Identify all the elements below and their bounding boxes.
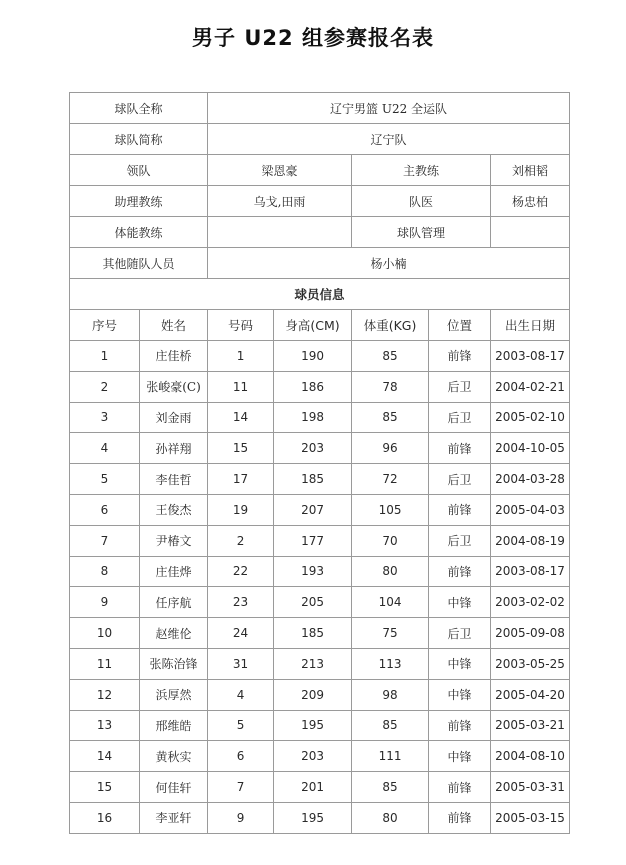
- player-weight: 85: [352, 710, 429, 741]
- player-birth-date: 2004-08-19: [491, 525, 570, 556]
- player-index: 13: [70, 710, 140, 741]
- player-height: 177: [274, 525, 352, 556]
- table-row: [70, 772, 570, 803]
- player-weight: 80: [352, 556, 429, 587]
- player-weight: 96: [352, 433, 429, 464]
- player-index: 7: [70, 525, 140, 556]
- player-number: 17: [208, 464, 274, 495]
- player-weight: 113: [352, 648, 429, 679]
- player-weight: 70: [352, 525, 429, 556]
- player-weight: 75: [352, 618, 429, 649]
- player-birth-date: 2004-10-05: [491, 433, 570, 464]
- player-name: 张陈治锋: [140, 648, 208, 679]
- player-height: 193: [274, 556, 352, 587]
- player-weight: 111: [352, 741, 429, 772]
- player-name: 何佳轩: [140, 772, 208, 803]
- player-height: 185: [274, 464, 352, 495]
- team-doctor-label: 队医: [352, 186, 491, 217]
- player-position: 后卫: [429, 525, 491, 556]
- player-birth-date: 2005-03-31: [491, 772, 570, 803]
- player-position: 前锋: [429, 341, 491, 372]
- leader-row: [70, 155, 570, 186]
- table-row: [70, 556, 570, 587]
- player-birth-date: 2005-03-21: [491, 710, 570, 741]
- player-name: 尹椿文: [140, 525, 208, 556]
- player-weight: 104: [352, 587, 429, 618]
- other-staff-value: 杨小楠: [208, 248, 570, 279]
- head-coach-label: 主教练: [352, 155, 491, 186]
- player-position: 中锋: [429, 587, 491, 618]
- player-position: 前锋: [429, 802, 491, 833]
- player-number: 4: [208, 679, 274, 710]
- player-name: 孙祥翔: [140, 433, 208, 464]
- player-height: 185: [274, 618, 352, 649]
- player-number: 6: [208, 741, 274, 772]
- player-name: 邢维皓: [140, 710, 208, 741]
- table-row: [70, 618, 570, 649]
- player-number: 23: [208, 587, 274, 618]
- player-index: 16: [70, 802, 140, 833]
- player-height: 201: [274, 772, 352, 803]
- table-row: [70, 402, 570, 433]
- player-name: 浜厚然: [140, 679, 208, 710]
- team-manager-value: [491, 217, 570, 248]
- leader-label: 领队: [70, 155, 208, 186]
- player-index: 8: [70, 556, 140, 587]
- player-weight: 98: [352, 679, 429, 710]
- players-header-row: [70, 310, 570, 341]
- assistant-row: [70, 186, 570, 217]
- player-name: 张峻豪(C): [140, 371, 208, 402]
- head-coach-value: 刘相韬: [491, 155, 570, 186]
- column-header: 姓名: [140, 310, 208, 341]
- player-number: 15: [208, 433, 274, 464]
- player-height: 198: [274, 402, 352, 433]
- player-birth-date: 2004-02-21: [491, 371, 570, 402]
- table-row: [70, 648, 570, 679]
- player-birth-date: 2005-09-08: [491, 618, 570, 649]
- player-number: 2: [208, 525, 274, 556]
- team-short-name-row: [70, 124, 570, 155]
- player-index: 10: [70, 618, 140, 649]
- fitness-row: [70, 217, 570, 248]
- player-birth-date: 2005-03-15: [491, 802, 570, 833]
- player-birth-date: 2004-03-28: [491, 464, 570, 495]
- other-staff-label: 其他随队人员: [70, 248, 208, 279]
- player-index: 12: [70, 679, 140, 710]
- player-index: 5: [70, 464, 140, 495]
- player-birth-date: 2004-08-10: [491, 741, 570, 772]
- table-row: [70, 371, 570, 402]
- column-header: 出生日期: [491, 310, 570, 341]
- player-name: 庄佳烨: [140, 556, 208, 587]
- assistant-coach-label: 助理教练: [70, 186, 208, 217]
- table-row: [70, 741, 570, 772]
- player-height: 195: [274, 710, 352, 741]
- others-row: [70, 248, 570, 279]
- player-height: 203: [274, 741, 352, 772]
- player-name: 黄秋实: [140, 741, 208, 772]
- player-index: 4: [70, 433, 140, 464]
- assistant-coach-value: 乌戈,田雨: [208, 186, 352, 217]
- page-title: 男子 U22 组参赛报名表: [192, 26, 434, 50]
- player-height: 203: [274, 433, 352, 464]
- player-birth-date: 2005-04-03: [491, 494, 570, 525]
- player-number: 5: [208, 710, 274, 741]
- player-position: 后卫: [429, 402, 491, 433]
- player-height: 207: [274, 494, 352, 525]
- player-position: 前锋: [429, 494, 491, 525]
- player-name: 王俊杰: [140, 494, 208, 525]
- player-number: 1: [208, 341, 274, 372]
- player-position: 前锋: [429, 710, 491, 741]
- player-name: 刘金雨: [140, 402, 208, 433]
- table-row: [70, 433, 570, 464]
- player-name: 赵维伦: [140, 618, 208, 649]
- player-index: 3: [70, 402, 140, 433]
- player-name: 任序航: [140, 587, 208, 618]
- player-index: 9: [70, 587, 140, 618]
- player-number: 9: [208, 802, 274, 833]
- player-number: 14: [208, 402, 274, 433]
- player-number: 11: [208, 371, 274, 402]
- player-height: 213: [274, 648, 352, 679]
- player-rows: [70, 341, 570, 834]
- player-number: 24: [208, 618, 274, 649]
- players-section-title: 球员信息: [70, 279, 570, 310]
- player-weight: 85: [352, 772, 429, 803]
- leader-value: 梁恩豪: [208, 155, 352, 186]
- table-row: [70, 587, 570, 618]
- table-row: [70, 710, 570, 741]
- players-section-row: [70, 279, 570, 310]
- player-index: 14: [70, 741, 140, 772]
- player-position: 中锋: [429, 741, 491, 772]
- player-position: 后卫: [429, 618, 491, 649]
- player-index: 2: [70, 371, 140, 402]
- player-weight: 85: [352, 341, 429, 372]
- player-index: 11: [70, 648, 140, 679]
- team-short-name-value: 辽宁队: [208, 124, 570, 155]
- player-weight: 85: [352, 402, 429, 433]
- player-birth-date: 2003-02-02: [491, 587, 570, 618]
- player-number: 7: [208, 772, 274, 803]
- player-weight: 72: [352, 464, 429, 495]
- team-manager-label: 球队管理: [352, 217, 491, 248]
- team-full-name-label: 球队全称: [70, 93, 208, 124]
- player-height: 190: [274, 341, 352, 372]
- player-position: 中锋: [429, 648, 491, 679]
- team-full-name-value: 辽宁男篮 U22 全运队: [208, 93, 570, 124]
- player-weight: 105: [352, 494, 429, 525]
- player-position: 前锋: [429, 556, 491, 587]
- player-name: 庄佳桥: [140, 341, 208, 372]
- table-row: [70, 494, 570, 525]
- team-info-section: [70, 93, 570, 310]
- column-header: 身高(CM): [274, 310, 352, 341]
- player-number: 19: [208, 494, 274, 525]
- player-index: 1: [70, 341, 140, 372]
- player-weight: 80: [352, 802, 429, 833]
- player-birth-date: 2003-08-17: [491, 556, 570, 587]
- player-position: 后卫: [429, 371, 491, 402]
- player-weight: 78: [352, 371, 429, 402]
- column-header: 体重(KG): [352, 310, 429, 341]
- column-header: 位置: [429, 310, 491, 341]
- player-birth-date: 2005-04-20: [491, 679, 570, 710]
- player-position: 前锋: [429, 772, 491, 803]
- fitness-coach-label: 体能教练: [70, 217, 208, 248]
- player-height: 205: [274, 587, 352, 618]
- player-name: 李佳哲: [140, 464, 208, 495]
- team-full-name-row: [70, 93, 570, 124]
- registration-table: [69, 92, 570, 834]
- player-birth-date: 2003-08-17: [491, 341, 570, 372]
- player-index: 6: [70, 494, 140, 525]
- team-doctor-value: 杨忠柏: [491, 186, 570, 217]
- table-row: [70, 525, 570, 556]
- player-name: 李亚轩: [140, 802, 208, 833]
- team-short-name-label: 球队简称: [70, 124, 208, 155]
- player-position: 前锋: [429, 433, 491, 464]
- player-index: 15: [70, 772, 140, 803]
- table-row: [70, 341, 570, 372]
- table-row: [70, 679, 570, 710]
- fitness-coach-value: [208, 217, 352, 248]
- player-birth-date: 2005-02-10: [491, 402, 570, 433]
- table-row: [70, 802, 570, 833]
- player-position: 中锋: [429, 679, 491, 710]
- players-section: [70, 310, 570, 341]
- column-header: 号码: [208, 310, 274, 341]
- player-number: 31: [208, 648, 274, 679]
- player-position: 后卫: [429, 464, 491, 495]
- table-row: [70, 464, 570, 495]
- player-height: 186: [274, 371, 352, 402]
- player-number: 22: [208, 556, 274, 587]
- column-header: 序号: [70, 310, 140, 341]
- player-height: 195: [274, 802, 352, 833]
- player-birth-date: 2003-05-25: [491, 648, 570, 679]
- player-height: 209: [274, 679, 352, 710]
